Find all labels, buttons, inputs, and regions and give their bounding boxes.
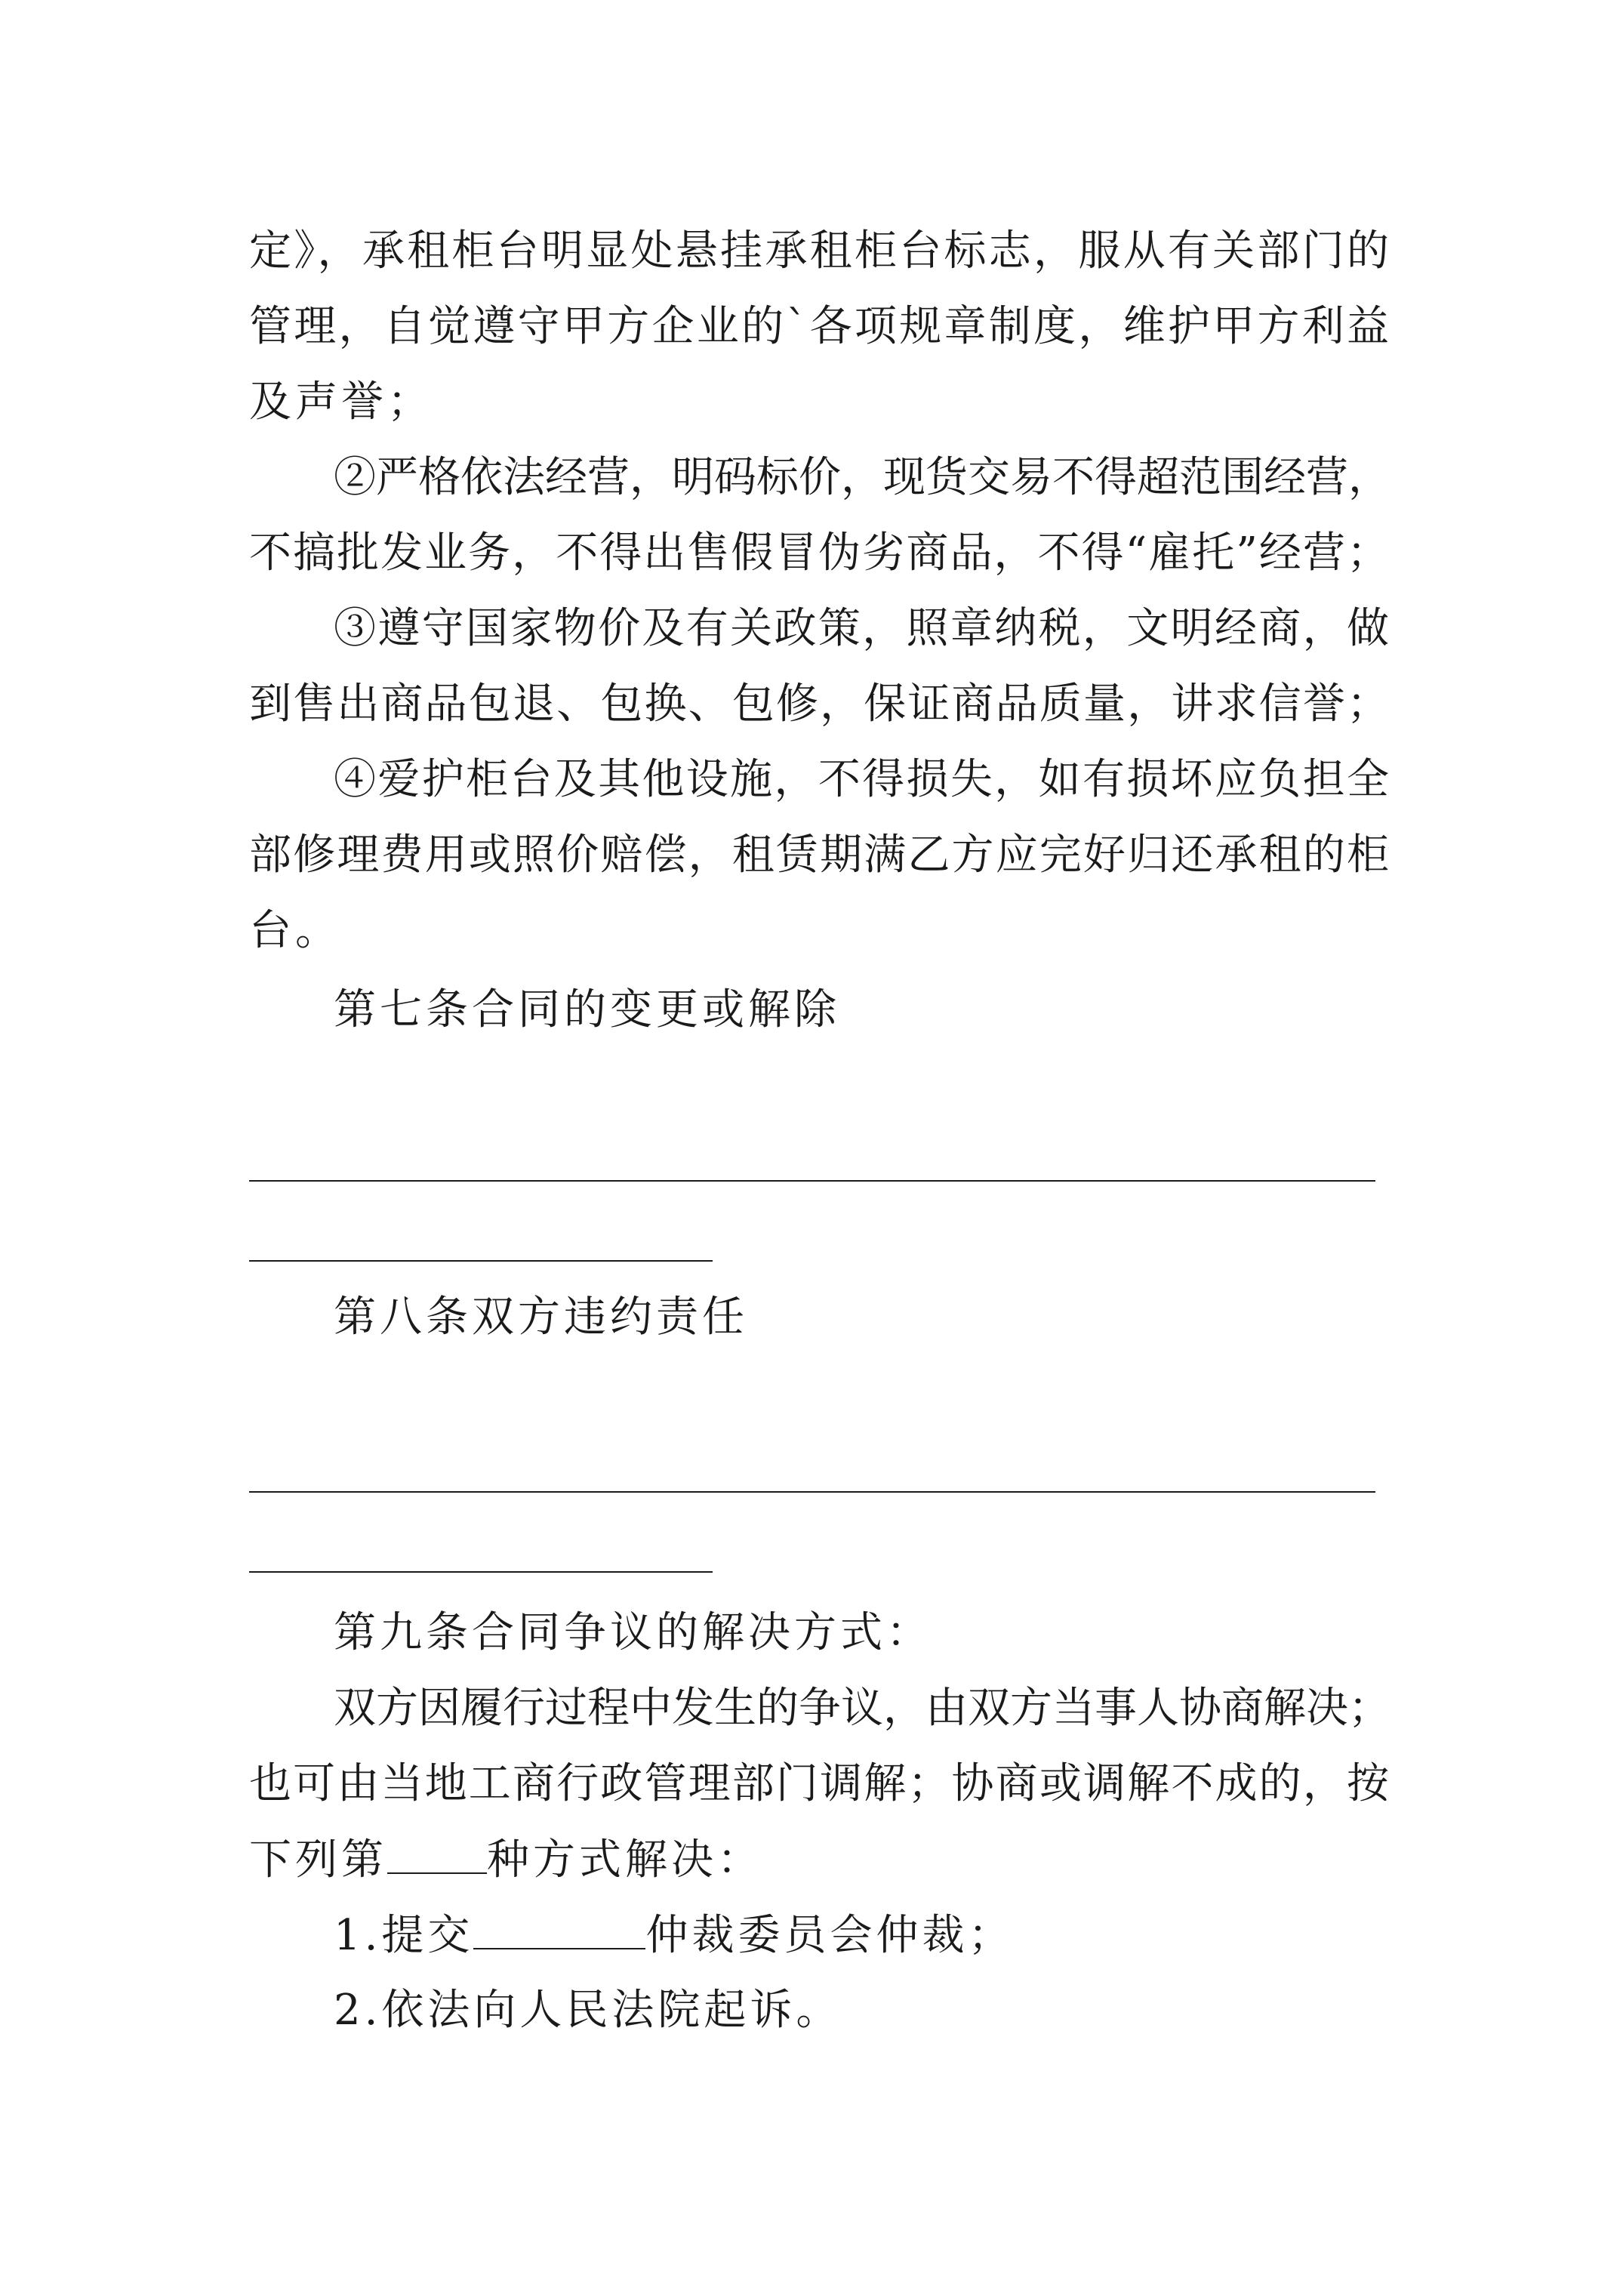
paragraph-line: 管理，自觉遵守甲方企业的`各项规章制度，维护甲方利益 [249, 302, 1389, 351]
article-9-heading: 第九条合同争议的解决方式： [334, 1608, 932, 1657]
article-9-body-line: 双方因履行过程中发生的争议，由双方当事人协商解决； [334, 1684, 1390, 1733]
clause-4-line: 台。 [249, 906, 341, 955]
paragraph-line: 及声誉； [249, 378, 433, 427]
dispute-choice-line [249, 1833, 763, 1886]
clause-3-line: 到售出商品包退、包换、包修，保证商品质量，讲求信誉； [249, 680, 1389, 729]
article-8-heading: 第八条双方违约责任 [334, 1293, 748, 1342]
clause-4-line: ④爱护柜台及其他设施，不得损失，如有损坏应负担全 [334, 755, 1389, 804]
option-1-text-after: 仲裁委员会仲裁； [645, 1911, 1015, 1960]
paragraph-line: 定》，承租柜台明显处悬挂承租柜台标志，服从有关部门的 [249, 227, 1389, 276]
clause-3-line: ③遵守国家物价及有关政策，照章纳税，文明经商，做 [334, 604, 1389, 653]
fill-in-rule[interactable] [249, 1571, 713, 1573]
fill-in-rule[interactable] [249, 1491, 1375, 1493]
option-2-line: 2.依法向人民法院起诉。 [334, 1986, 842, 2035]
choice-text-after: 种方式解决： [487, 1835, 763, 1885]
choice-text-before: 下列第 [249, 1835, 387, 1885]
clause-4-line: 部修理费用或照价赔偿，租赁期满乙方应完好归还承租的柜 [249, 831, 1389, 880]
choice-blank[interactable] [387, 1833, 487, 1874]
arbitration-commission-blank[interactable] [473, 1909, 645, 1949]
article-7-heading: 第七条合同的变更或解除 [334, 985, 840, 1034]
option-1-line [334, 1909, 1014, 1962]
clause-2-line: 不搞批发业务，不得出售假冒伪劣商品，不得“雇托”经营； [249, 529, 1389, 578]
fill-in-rule[interactable] [249, 1260, 713, 1262]
article-9-body-line: 也可由当地工商行政管理部门调解；协商或调解不成的，按 [249, 1759, 1389, 1808]
option-1-text-before: 1.提交 [334, 1911, 474, 1960]
fill-in-rule[interactable] [249, 1180, 1375, 1182]
clause-2-line: ②严格依法经营，明码标价，现货交易不得超范围经营， [334, 453, 1390, 502]
